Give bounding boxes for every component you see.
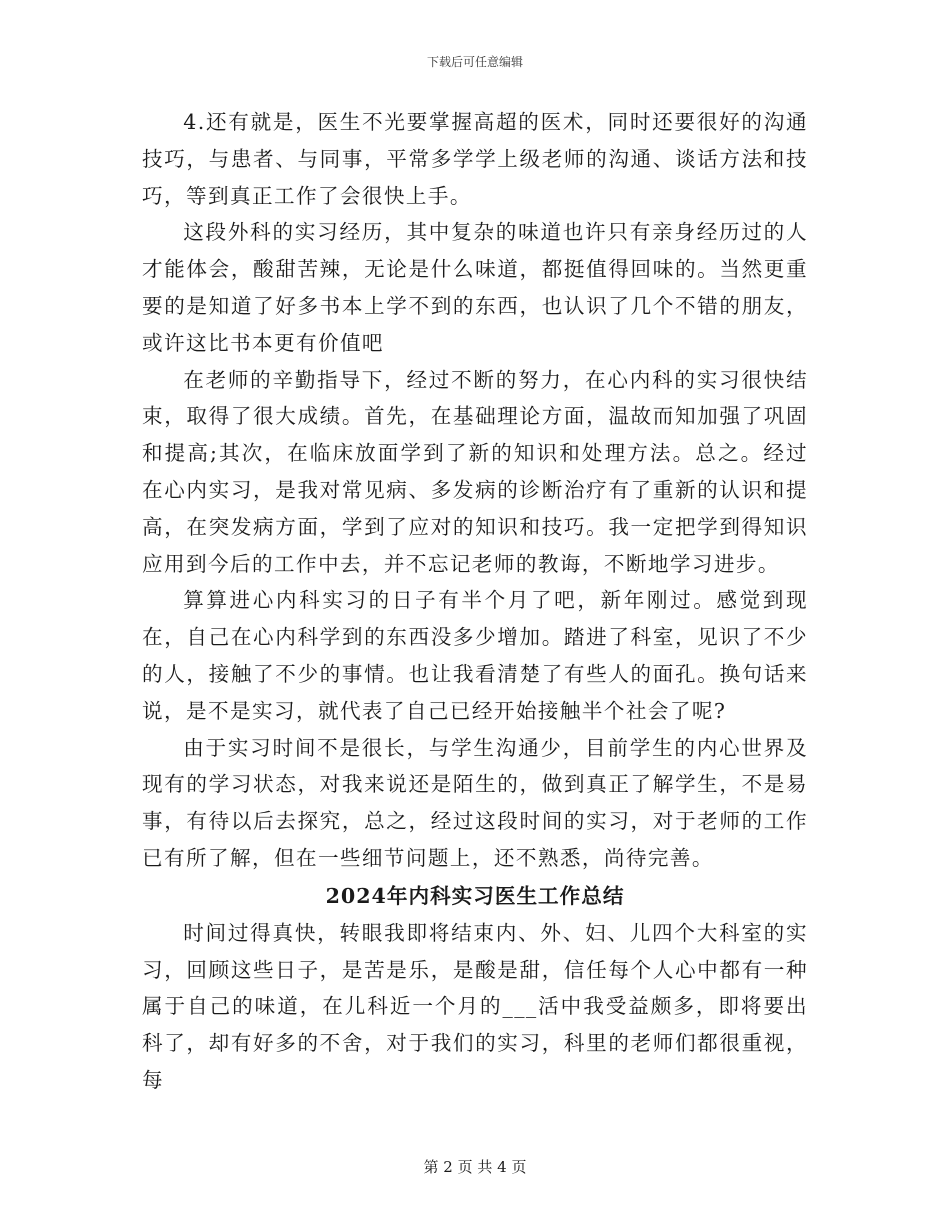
- paragraph-pediatrics-intro: 时间过得真快，转眼我即将结束内、外、妇、儿四个大科室的实习，回顾这些日子，是苦是乐，是酸是甜，信任每个人心中都有一种属于自己的味道，在儿科近一个月的___活中我受益颇多，即将要出科了，却有好多的不舍，对于我们的实习，科里的老师们都很重视，每: [142, 920, 808, 1092]
- paragraph-half-month-reflection: 算算进心内科实习的日子有半个月了吧，新年刚过。感觉到现在，自己在心内科学到的东西没多少增加。踏进了科室，见识了不少的人，接触了不少的事情。也让我看清楚了有些人的面孔。换句话来说，是不是实习，就代表了自己已经开始接触半个社会了呢?: [142, 588, 808, 723]
- header-note: 下载后可任意编辑: [426, 55, 523, 69]
- paragraph-surgery-experience: 这段外科的实习经历，其中复杂的味道也许只有亲身经历过的人才能体会，酸甜苦辣，无论是什么味道，都挺值得回味的。当然更重要的是知道了好多书本上学不到的东西，也认识了几个不错的朋友，或许这比书本更有价值吧: [142, 220, 808, 355]
- paragraph-student-communication: 由于实习时间不是很长，与学生沟通少，目前学生的内心世界及现有的学习状态，对我来说还是陌生的，做到真正了解学生，不是易事，有待以后去探究，总之，经过这段时间的实习，对于老师的工作已有所了解，但在一些细节问题上，还不熟悉，尚待完善。: [142, 735, 808, 870]
- paragraph-cardiology-achievements: 在老师的辛勤指导下，经过不断的努力，在心内科的实习很快结束，取得了很大成绩。首先，在基础理论方面，温故而知加强了巩固和提高;其次，在临床放面学到了新的知识和处理方法。总之。经过在心内实习，是我对常见病、多发病的诊断治疗有了重新的认识和提高，在突发病方面，学到了应对的知识和技巧。我一定把学到得知识应用到今后的工作中去，并不忘记老师的教诲，不断地学习进步。: [142, 367, 808, 576]
- document-body: [142, 104, 808, 1099]
- page-number: 第 2 页 共 4 页: [423, 1158, 527, 1176]
- section-title: 2024年内科实习医生工作总结: [325, 883, 625, 908]
- paragraph-communication-skills: 4.还有就是，医生不光要掌握高超的医术，同时还要很好的沟通技巧，与患者、与同事，平常多学学上级老师的沟通、谈话方法和技巧，等到真正工作了会很快上手。: [142, 110, 808, 208]
